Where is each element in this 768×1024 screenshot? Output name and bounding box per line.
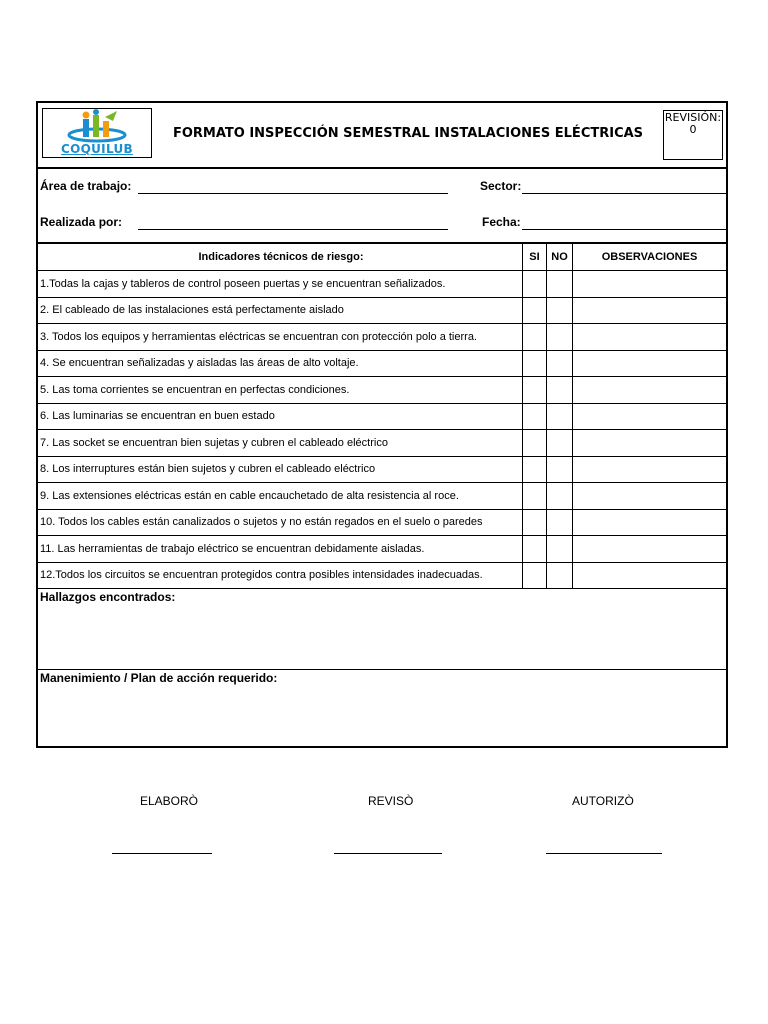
table-row: [38, 430, 726, 457]
autorizo-signature-line[interactable]: [546, 853, 662, 854]
row-si-checkbox[interactable]: [522, 377, 546, 403]
sector-input-line[interactable]: [522, 193, 728, 194]
reviso-label: REVISÒ: [368, 794, 414, 808]
sector-label: Sector:: [480, 179, 522, 193]
row-no-checkbox[interactable]: [546, 377, 572, 403]
plan-section[interactable]: [38, 670, 726, 746]
revision-box: [663, 110, 723, 160]
row-si-checkbox[interactable]: [522, 510, 546, 536]
row-si-checkbox[interactable]: [522, 430, 546, 456]
row-observation-cell[interactable]: [572, 536, 726, 562]
realizada-input-line[interactable]: [138, 229, 448, 230]
table-row: [38, 298, 726, 325]
row-si-checkbox[interactable]: [522, 536, 546, 562]
row-si-checkbox[interactable]: [522, 404, 546, 430]
company-logo: [42, 108, 152, 158]
header-indicator: Indicadores técnicos de riesgo:: [198, 251, 364, 263]
row-indicator: 6. Las luminarias se encuentran en buen estado: [40, 410, 275, 423]
row-no-checkbox[interactable]: [546, 510, 572, 536]
table-row: [38, 377, 726, 404]
row-no-checkbox[interactable]: [546, 298, 572, 324]
fecha-label: Fecha:: [482, 215, 521, 229]
table-row: [38, 536, 726, 563]
revision-label: REVISIÓN:: [664, 111, 722, 124]
table-row: [38, 563, 726, 590]
row-indicator: 7. Las socket se encuentran bien sujetas y cubren el cableado eléctrico: [40, 436, 388, 449]
elaboro-signature-line[interactable]: [112, 853, 212, 854]
row-indicator: 1.Todas la cajas y tableros de control poseen puertas y se encuentran señalizados.: [40, 277, 446, 290]
table-row: [38, 351, 726, 378]
logo-figure-icon: [43, 109, 151, 145]
form-title: FORMATO INSPECCIÓN SEMESTRAL INSTALACIONES ELÉCTRICAS: [172, 125, 644, 141]
row-indicator: 5. Las toma corrientes se encuentran en perfectas condiciones.: [40, 383, 350, 396]
row-si-checkbox[interactable]: [522, 324, 546, 350]
row-observation-cell[interactable]: [572, 298, 726, 324]
table-row: [38, 404, 726, 431]
row-no-checkbox[interactable]: [546, 563, 572, 589]
row-observation-cell[interactable]: [572, 430, 726, 456]
hallazgos-section[interactable]: [38, 588, 726, 670]
fecha-input-line[interactable]: [522, 229, 728, 230]
reviso-signature-line[interactable]: [334, 853, 442, 854]
realizada-label: Realizada por:: [40, 215, 123, 229]
row-observation-cell[interactable]: [572, 377, 726, 403]
row-indicator: 3. Todos los equipos y herramientas eléctricas se encuentran con protección polo a tierra.: [40, 330, 477, 343]
plan-label: Manenimiento / Plan de acción requerido:: [40, 671, 278, 685]
row-indicator: 12.Todos los circuitos se encuentran protegidos contra posibles intensidades inadecuadas.: [40, 569, 483, 582]
row-no-checkbox[interactable]: [546, 430, 572, 456]
form-header: [38, 103, 726, 169]
row-indicator: 2. El cableado de las instalaciones está perfectamente aislado: [40, 304, 344, 317]
row-observation-cell[interactable]: [572, 404, 726, 430]
revision-value: 0: [689, 123, 697, 136]
area-label: Área de trabajo:: [40, 179, 132, 193]
inspection-form: [36, 101, 728, 748]
header-obs: OBSERVACIONES: [572, 244, 726, 270]
header-si: SI: [522, 244, 546, 270]
table-row: [38, 324, 726, 351]
table-row: [38, 510, 726, 537]
header-no: NO: [546, 244, 572, 270]
row-no-checkbox[interactable]: [546, 351, 572, 377]
row-observation-cell[interactable]: [572, 563, 726, 589]
row-indicator: 4. Se encuentran señalizadas y aisladas las áreas de alto voltaje.: [40, 357, 359, 370]
row-si-checkbox[interactable]: [522, 457, 546, 483]
table-header-row: [38, 244, 726, 271]
row-no-checkbox[interactable]: [546, 404, 572, 430]
row-observation-cell[interactable]: [572, 324, 726, 350]
row-si-checkbox[interactable]: [522, 298, 546, 324]
row-si-checkbox[interactable]: [522, 271, 546, 297]
row-indicator: 10. Todos los cables están canalizados o sujetos y no están regados en el suelo o paredes: [40, 516, 483, 529]
row-si-checkbox[interactable]: [522, 483, 546, 509]
row-no-checkbox[interactable]: [546, 536, 572, 562]
row-observation-cell[interactable]: [572, 271, 726, 297]
elaboro-label: ELABORÒ: [140, 794, 199, 808]
row-si-checkbox[interactable]: [522, 563, 546, 589]
row-indicator: 8. Los interruptures están bien sujetos y cubren el cableado eléctrico: [40, 463, 376, 476]
table-row: [38, 457, 726, 484]
logo-text: COQUILUB: [61, 142, 133, 156]
row-observation-cell[interactable]: [572, 483, 726, 509]
row-observation-cell[interactable]: [572, 351, 726, 377]
autorizo-label: AUTORIZÒ: [572, 794, 634, 808]
hallazgos-label: Hallazgos encontrados:: [40, 590, 176, 604]
row-no-checkbox[interactable]: [546, 457, 572, 483]
row-observation-cell[interactable]: [572, 510, 726, 536]
row-indicator: 9. Las extensiones eléctricas están en cable encauchetado de alta resistencia al roce.: [40, 489, 459, 502]
area-input-line[interactable]: [138, 193, 448, 194]
row-no-checkbox[interactable]: [546, 324, 572, 350]
row-si-checkbox[interactable]: [522, 351, 546, 377]
row-no-checkbox[interactable]: [546, 271, 572, 297]
row-indicator: 11. Las herramientas de trabajo eléctrico se encuentran debidamente aisladas.: [40, 542, 425, 555]
table-row: [38, 271, 726, 298]
table-row: [38, 483, 726, 510]
row-no-checkbox[interactable]: [546, 483, 572, 509]
row-observation-cell[interactable]: [572, 457, 726, 483]
